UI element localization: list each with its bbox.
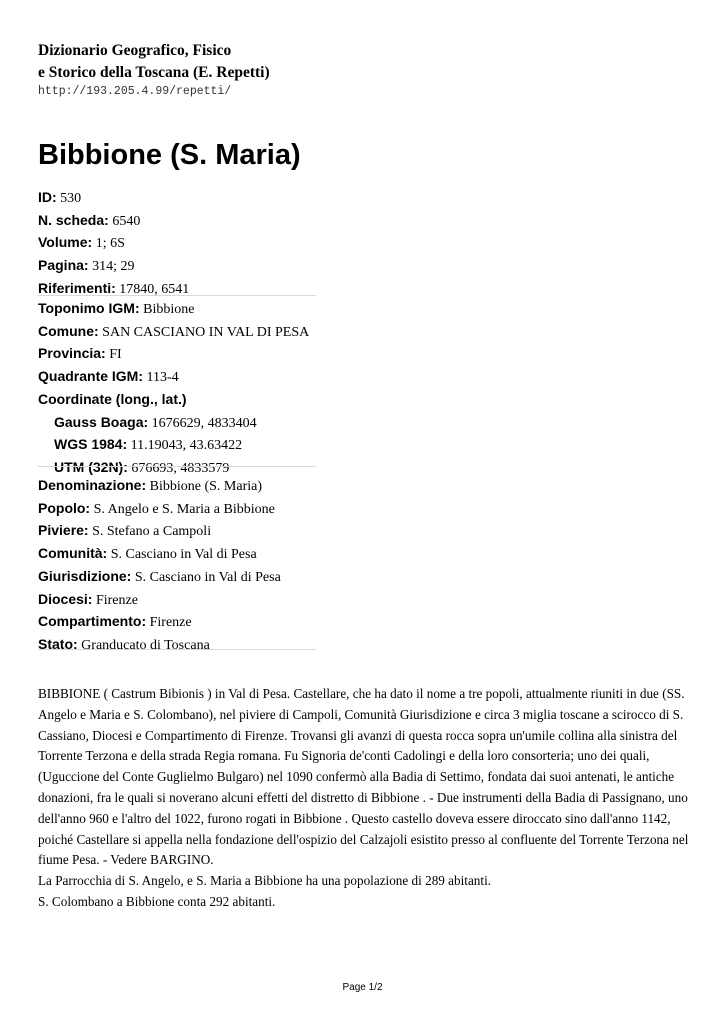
field-value: 113-4 xyxy=(146,370,179,386)
field-toponimo xyxy=(38,298,316,321)
divider xyxy=(38,649,316,650)
field-value: 314; 29 xyxy=(92,259,135,275)
body-paragraph: La Parrocchia di S. Angelo, e S. Maria a Bibbione ha una popolazione di 289 abitanti. xyxy=(38,873,492,889)
field-label: N. scheda: xyxy=(38,211,109,228)
field-popolo xyxy=(38,498,316,521)
record-info xyxy=(38,187,316,301)
field-value: 1676629, 4833404 xyxy=(151,415,257,431)
historic-info xyxy=(38,475,316,657)
field-label: Stato: xyxy=(38,635,78,652)
field-giurisdizione xyxy=(38,566,316,589)
field-value: S. Casciano in Val di Pesa xyxy=(134,569,281,585)
field-label: ID: xyxy=(38,189,57,205)
field-value: Firenze xyxy=(95,592,138,608)
field-scheda xyxy=(38,210,316,233)
field-label: Pagina: xyxy=(38,257,89,274)
field-label: Volume: xyxy=(38,234,93,251)
field-value: Bibbione (S. Maria) xyxy=(149,479,262,494)
field-comunita xyxy=(38,543,316,566)
field-comune xyxy=(38,321,316,344)
field-volume xyxy=(38,232,316,255)
field-label: Compartimento: xyxy=(38,613,147,630)
source-url[interactable]: http://193.205.4.99/repetti/ xyxy=(38,85,232,98)
document-header xyxy=(38,40,270,99)
field-label: WGS 1984: xyxy=(54,436,128,453)
field-value: SAN CASCIANO IN VAL DI PESA xyxy=(102,324,310,340)
field-value: 6540 xyxy=(112,213,141,229)
field-label: Comune: xyxy=(38,322,99,339)
dictionary-title-line2: e Storico della Toscana (E. Repetti) xyxy=(38,64,270,81)
field-gauss-boaga xyxy=(38,412,316,435)
field-provincia xyxy=(38,343,316,366)
field-pagina xyxy=(38,255,316,278)
field-value: S. Stefano a Campoli xyxy=(92,524,212,540)
divider xyxy=(38,466,316,467)
field-id xyxy=(38,187,316,210)
field-quadrante xyxy=(38,366,316,389)
divider xyxy=(38,295,316,296)
dictionary-title-line1: Dizionario Geografico, Fisico xyxy=(38,42,232,59)
field-diocesi xyxy=(38,589,316,612)
field-piviere xyxy=(38,520,316,543)
field-label: Giurisdizione: xyxy=(38,567,132,584)
field-label: Provincia: xyxy=(38,345,106,362)
field-label: Piviere: xyxy=(38,522,89,539)
field-label: UTM (32N): xyxy=(54,458,128,475)
field-label: Gauss Boaga: xyxy=(54,413,149,430)
field-value: 1; 6S xyxy=(95,236,125,252)
field-value: 17840, 6541 xyxy=(119,281,190,297)
entry-body xyxy=(38,684,690,913)
field-denominazione xyxy=(38,475,316,498)
field-compartimento xyxy=(38,611,316,634)
field-label: Coordinate (long., lat.) xyxy=(38,390,187,407)
page-number: Page 1/2 xyxy=(342,982,383,993)
field-value: S. Casciano in Val di Pesa xyxy=(110,547,257,563)
field-value: 530 xyxy=(60,191,82,206)
field-value: Bibbione xyxy=(143,302,195,317)
field-label: Diocesi: xyxy=(38,590,93,607)
page-title: Bibbione (S. Maria) xyxy=(38,139,301,171)
field-coordinate xyxy=(38,389,316,412)
field-label: Comunità: xyxy=(38,545,108,562)
body-paragraph: BIBBIONE ( Castrum Bibionis ) in Val di Pesa. Castellare, che ha dato il nome a tre popoli, attualmente riuniti in due (SS. Angelo e Maria e S. Colombano), nel piviere di Campoli, Comunità Giurisdizione e circa 3 miglia toscane a scirocco di S. Cassiano, Diocesi e Compartimento di Firenze. Trovansi gli avanzi di questa rocca sopra un'umile collina alla sinistra del Torrente Terzona e della strada Regia romana. Fu Signoria de'conti Cadolingi e della loro consorteria; uno dei quali, (Uguccione del Conte Guglielmo Bulgaro) nel 1090 confermò alla Badia di Settimo, fondata dai suoi antenati, le antiche donazioni, fra le quali si noverano alcuni effetti del distretto di Bibbione . - Due instrumenti della Badia di Passignano, uno dell'anno 960 e l'altro del 1022, furono rogati in Bibbione . Questo castello doveva essere diroccato sino dall'anno 1142, poiché Castellare si appella nella fondazione dell'ospizio del Calzajoli esistito presso al confluente del Torrente Terzona nel fiume Pesa. - Vedere BARGINO. xyxy=(38,686,689,868)
field-label: Toponimo IGM: xyxy=(38,300,140,316)
field-value: Granducato di Toscana xyxy=(81,637,210,653)
field-label: Denominazione: xyxy=(38,477,147,493)
field-label: Quadrante IGM: xyxy=(38,368,144,385)
field-stato xyxy=(38,634,316,657)
field-value: FI xyxy=(109,347,122,363)
field-value: 11.19043, 43.63422 xyxy=(130,438,243,454)
body-paragraph: S. Colombano a Bibbione conta 292 abitanti. xyxy=(38,893,276,909)
field-value: Firenze xyxy=(149,615,192,631)
field-label: Riferimenti: xyxy=(38,279,116,296)
field-value: 676693, 4833579 xyxy=(131,460,230,476)
field-wgs1984 xyxy=(38,434,316,457)
field-value: S. Angelo e S. Maria a Bibbione xyxy=(93,501,275,517)
geo-info xyxy=(38,298,316,480)
field-label: Popolo: xyxy=(38,499,91,516)
